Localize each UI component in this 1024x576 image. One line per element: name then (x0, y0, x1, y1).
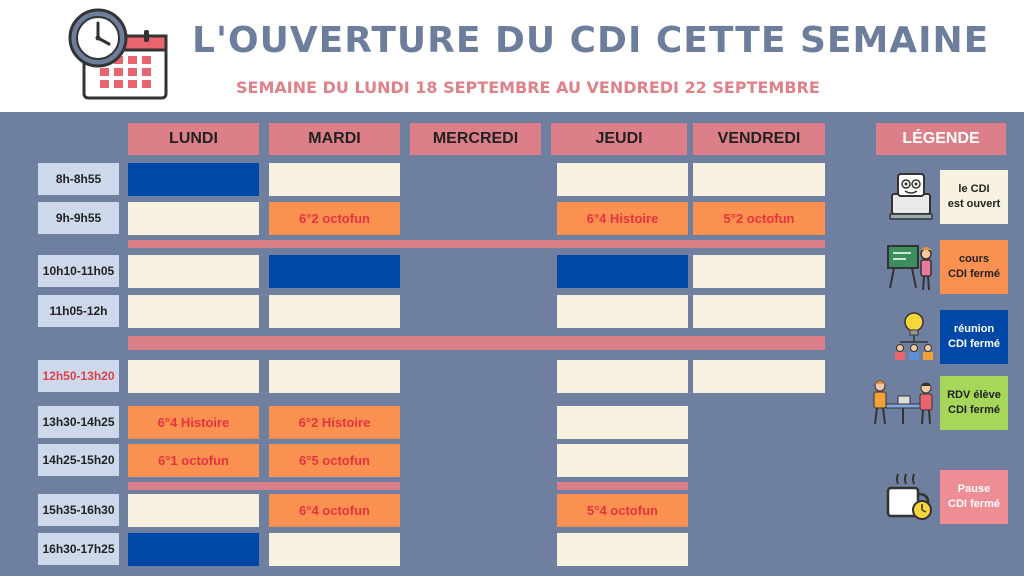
day-header-vendredi: VENDREDI (693, 123, 825, 155)
time-slot: 10h10-11h05 (38, 255, 119, 287)
time-slot: 12h50-13h20 (38, 360, 119, 392)
lunch-pause-bar (128, 336, 825, 350)
schedule-cell[interactable] (557, 163, 688, 196)
computer-mascot-icon (888, 172, 934, 222)
schedule-cell[interactable] (693, 255, 825, 288)
schedule-cell[interactable] (269, 295, 400, 328)
schedule-cell[interactable]: 6°4 octofun (269, 494, 400, 527)
pause-bar (128, 482, 400, 490)
schedule-cell[interactable] (557, 444, 688, 477)
clock-calendar-icon (66, 6, 170, 102)
day-header-jeudi: JEUDI (551, 123, 687, 155)
schedule-cell[interactable] (269, 163, 400, 196)
schedule-cell[interactable] (557, 255, 688, 288)
time-slot: 11h05-12h (38, 295, 119, 327)
page-title: L'OUVERTURE DU CDI CETTE SEMAINE (192, 20, 990, 61)
legend-pause: Pause CDI fermé (940, 470, 1008, 524)
legend-reunion: réunion CDI fermé (940, 310, 1008, 364)
day-header-mardi: MARDI (269, 123, 400, 155)
schedule-cell[interactable] (693, 163, 825, 196)
schedule-cell[interactable]: 6°4 Histoire (128, 406, 259, 439)
schedule-cell[interactable] (128, 295, 259, 328)
schedule-cell[interactable] (128, 533, 259, 566)
day-header-lundi: LUNDI (128, 123, 259, 155)
day-header-mercredi: MERCREDI (410, 123, 541, 155)
schedule-cell[interactable]: 6°5 octofun (269, 444, 400, 477)
legend-title: LÉGENDE (876, 123, 1006, 155)
header (0, 0, 1024, 112)
legend-cours: cours CDI fermé (940, 240, 1008, 294)
schedule-cell[interactable] (128, 255, 259, 288)
schedule-cell[interactable] (693, 360, 825, 393)
page-subtitle: SEMAINE DU LUNDI 18 SEPTEMBRE AU VENDREDI 22 SEPTEMBRE (236, 78, 820, 97)
pause-bar (128, 240, 825, 248)
schedule-cell[interactable] (128, 202, 259, 235)
schedule-cell[interactable] (269, 533, 400, 566)
schedule-cell[interactable]: 5°2 octofun (693, 202, 825, 235)
schedule-cell[interactable] (693, 295, 825, 328)
schedule-cell[interactable]: 6°2 octofun (269, 202, 400, 235)
schedule-cell[interactable] (128, 163, 259, 196)
schedule-cell[interactable] (128, 494, 259, 527)
time-slot: 14h25-15h20 (38, 444, 119, 476)
student-meeting-icon (868, 378, 938, 428)
meeting-lightbulb-icon (892, 310, 936, 362)
legend-open: le CDI est ouvert (940, 170, 1008, 224)
schedule-cell[interactable]: 5°4 octofun (557, 494, 688, 527)
schedule-cell[interactable] (557, 360, 688, 393)
time-slot: 13h30-14h25 (38, 406, 119, 438)
schedule-cell[interactable]: 6°2 Histoire (269, 406, 400, 439)
legend-rdv: RDV élève CDI fermé (940, 376, 1008, 430)
schedule-cell[interactable] (269, 255, 400, 288)
teacher-board-icon (886, 240, 936, 294)
schedule-cell[interactable] (128, 360, 259, 393)
time-slot: 15h35-16h30 (38, 494, 119, 526)
schedule-cell[interactable] (557, 406, 688, 439)
schedule-cell[interactable]: 6°1 octofun (128, 444, 259, 477)
schedule-cell[interactable]: 6°4 Histoire (557, 202, 688, 235)
pause-bar (557, 482, 688, 490)
coffee-mug-icon (884, 470, 938, 522)
time-slot: 8h-8h55 (38, 163, 119, 195)
schedule-cell[interactable] (557, 295, 688, 328)
schedule-cell[interactable] (557, 533, 688, 566)
time-slot: 9h-9h55 (38, 202, 119, 234)
time-slot: 16h30-17h25 (38, 533, 119, 565)
schedule-cell[interactable] (269, 360, 400, 393)
